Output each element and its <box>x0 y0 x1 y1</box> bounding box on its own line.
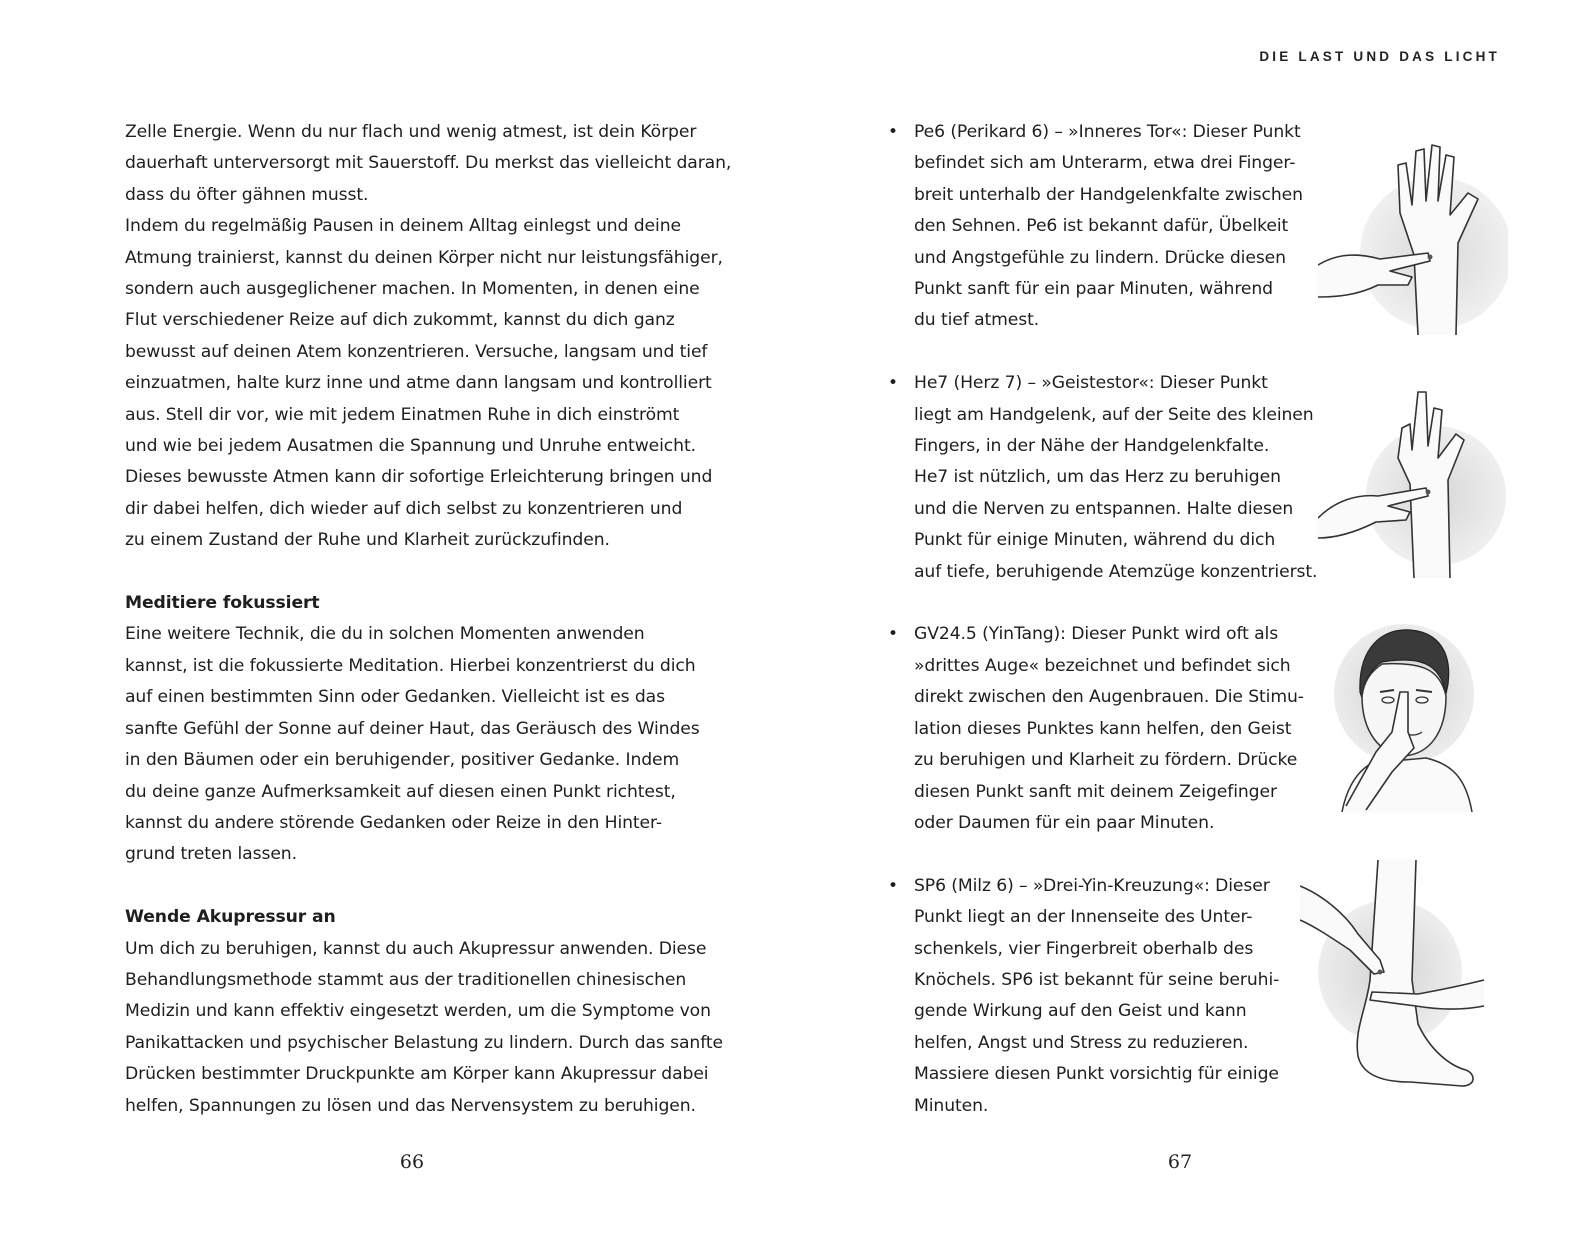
paragraph-1 <box>125 117 732 211</box>
paragraph-4 <box>125 934 725 1122</box>
text-line: SP6 (Milz 6) – »Drei-Yin-Kreuzung«: Dieser <box>914 875 1270 896</box>
page-number-right: 67 <box>1167 1151 1193 1173</box>
text-line: Zelle Energie. Wenn du nur flach und wenig atmest, ist dein Körper <box>125 122 697 142</box>
text-line: du deine ganze Aufmerksamkeit auf diesen einen Punkt richtest, <box>125 781 676 802</box>
text-line: befindet sich am Unterarm, etwa drei Finger- <box>914 153 1296 174</box>
text-line: Punkt für einige Minuten, während du dich <box>914 530 1276 551</box>
text-line: Massiere diesen Punkt vorsichtig für einige <box>914 1064 1279 1085</box>
paragraph-3 <box>125 619 725 870</box>
text-line: den Sehnen. Pe6 ist bekannt dafür, Übelkeit <box>914 216 1289 237</box>
text-line: kannst, ist die fokussierte Meditation. Hierbei konzentrierst du dich <box>125 655 696 676</box>
text-line: Pe6 (Perikard 6) – »Inneres Tor«: Dieser Punkt <box>914 122 1301 142</box>
text-line: zu einem Zustand der Ruhe und Klarheit zurückzufinden. <box>125 530 610 551</box>
text-line: Dieses bewusste Atmen kann dir sofortige Erleichterung bringen und <box>125 467 713 488</box>
text-line: schenkels, vier Fingerbreit oberhalb des <box>914 938 1254 959</box>
text-line: helfen, Angst und Stress zu reduzieren. <box>914 1032 1249 1053</box>
text-line: Medizin und kann effektiv eingesetzt werden, um die Symptome von <box>125 1001 711 1022</box>
text-line: sondern auch ausgeglichener machen. In Momenten, in denen eine <box>125 279 700 300</box>
forearm-pressure-illustration <box>1318 135 1508 335</box>
page-number-left: 66 <box>399 1151 425 1173</box>
text-line: und wie bei jedem Ausatmen die Spannung und Unruhe entweicht. <box>125 436 696 457</box>
text-line: zu beruhigen und Klarheit zu fördern. Drücke <box>914 750 1298 771</box>
bullet-icon: • <box>888 122 898 142</box>
text-line: aus. Stell dir vor, wie mit jedem Einatmen Ruhe in dich einströmt <box>125 404 680 425</box>
text-line: auf einen bestimmten Sinn oder Gedanken. Vielleicht ist es das <box>125 687 665 708</box>
text-line: helfen, Spannungen zu lösen und das Nervensystem zu beruhigen. <box>125 1095 696 1116</box>
text-line: direkt zwischen den Augenbrauen. Die Stimu- <box>914 687 1304 708</box>
text-line: Atmung trainierst, kannst du deinen Körper nicht nur leistungsfähiger, <box>125 247 723 268</box>
bullet-icon: • <box>888 875 898 896</box>
text-line: Punkt liegt an der Innenseite des Unter- <box>914 907 1253 928</box>
text-line: Fingers, in der Nähe der Handgelenkfalte. <box>914 436 1270 457</box>
section-heading-acupressure: Wende Akupressur an <box>125 907 336 928</box>
third-eye-face-illustration <box>1322 622 1492 812</box>
text-line: Panikattacken und psychischer Belastung zu lindern. Durch das sanfte <box>125 1032 723 1053</box>
text-line: GV24.5 (YinTang): Dieser Punkt wird oft als <box>914 624 1279 645</box>
text-line: in den Bäumen oder ein beruhigender, positiver Gedanke. Indem <box>125 750 680 771</box>
text-line: lation dieses Punktes kann helfen, den Geist <box>914 718 1292 739</box>
wrist-pressure-illustration <box>1318 388 1508 578</box>
text-line: und Angstgefühle zu lindern. Drücke diesen <box>914 247 1286 268</box>
text-line: Um dich zu beruhigen, kannst du auch Akupressur anwenden. Diese <box>125 938 707 959</box>
text-line: Indem du regelmäßig Pausen in deinem Alltag einlegst und deine <box>125 216 681 237</box>
text-line: Punkt sanft für ein paar Minuten, während <box>914 279 1273 300</box>
ankle-pressure-illustration <box>1300 860 1485 1090</box>
text-line: Flut verschiedener Reize auf dich zukommt, kannst du dich ganz <box>125 310 675 331</box>
text-line: dauerhaft unterversorgt mit Sauerstoff. Du merkst das vielleicht daran, <box>125 153 732 174</box>
text-line: dir dabei helfen, dich wieder auf dich selbst zu konzentrieren und <box>125 498 683 519</box>
text-line: diesen Punkt sanft mit deinem Zeigefinger <box>914 781 1277 802</box>
text-line: kannst du andere störende Gedanken oder Reize in den Hinter- <box>125 812 662 833</box>
text-line: He7 ist nützlich, um das Herz zu beruhigen <box>914 467 1281 488</box>
paragraph-2 <box>125 211 725 556</box>
text-line: liegt am Handgelenk, auf der Seite des kleinen <box>914 404 1314 425</box>
text-line: bewusst auf deinen Atem konzentrieren. Versuche, langsam und tief <box>125 341 708 362</box>
text-line: dass du öfter gähnen musst. <box>125 184 369 205</box>
text-line: sanfte Gefühl der Sonne auf deiner Haut, das Geräusch des Windes <box>125 718 700 739</box>
text-line: grund treten lassen. <box>125 844 297 865</box>
text-line: gende Wirkung auf den Geist und kann <box>914 1001 1247 1022</box>
text-line: »drittes Auge« bezeichnet und befindet sich <box>914 655 1291 676</box>
text-line: einzuatmen, halte kurz inne und atme dann langsam und kontrolliert <box>125 373 712 394</box>
text-line: Eine weitere Technik, die du in solchen Momenten anwenden <box>125 624 645 645</box>
text-line: breit unterhalb der Handgelenkfalte zwischen <box>914 184 1303 205</box>
section-heading-meditation: Meditiere fokussiert <box>125 593 320 614</box>
text-line: Knöchels. SP6 ist bekannt für seine beruhi- <box>914 969 1280 990</box>
text-line: und die Nerven zu entspannen. Halte diesen <box>914 498 1294 519</box>
text-line: Drücken bestimmter Druckpunkte am Körper kann Akupressur dabei <box>125 1064 709 1085</box>
text-line: Behandlungsmethode stammt aus der traditionellen chinesischen <box>125 969 687 990</box>
bullet-icon: • <box>888 373 898 394</box>
running-head: DIE LAST UND DAS LICHT <box>1259 49 1500 64</box>
text-line: auf tiefe, beruhigende Atemzüge konzentrierst. <box>914 561 1318 582</box>
text-line: He7 (Herz 7) – »Geistestor«: Dieser Punkt <box>914 373 1268 394</box>
left-page-text <box>125 117 732 1122</box>
bullet-icon: • <box>888 624 898 645</box>
text-line: Minuten. <box>914 1095 989 1116</box>
text-line: du tief atmest. <box>914 310 1040 331</box>
text-line: oder Daumen für ein paar Minuten. <box>914 812 1215 833</box>
